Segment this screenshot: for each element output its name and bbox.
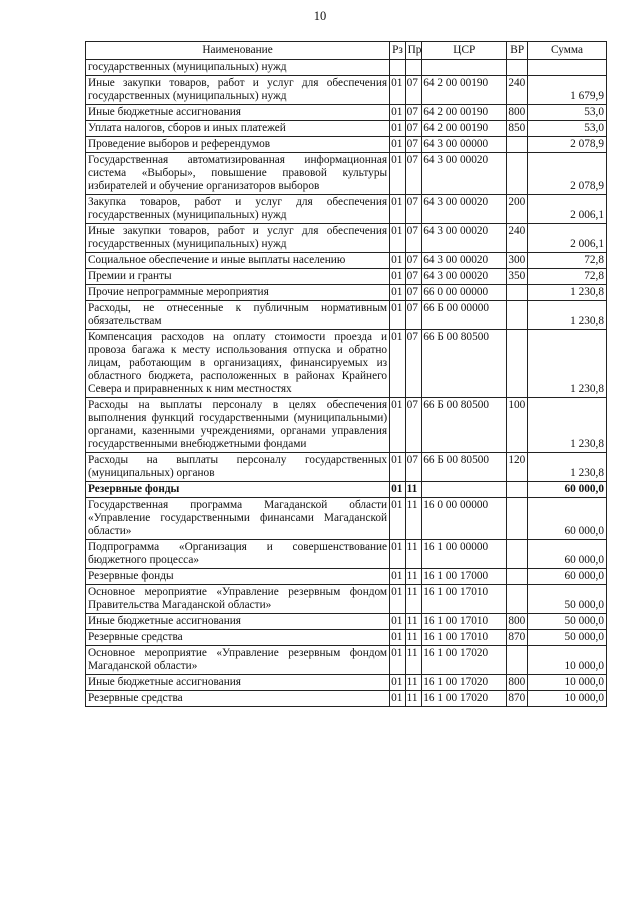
cell-csr: 66 Б 00 80500 [422,398,507,453]
cell-csr: 66 Б 00 00000 [422,301,507,330]
header-name: Наименование [86,42,390,60]
cell-rz: 01 [390,330,406,398]
cell-sum: 1 230,8 [528,330,607,398]
cell-rz: 01 [390,76,406,105]
cell-sum: 2 006,1 [528,195,607,224]
cell-vr [507,540,528,569]
cell-name: Премии и гранты [86,269,390,285]
cell-rz [390,60,406,76]
table-row [86,614,607,630]
cell-pr: 07 [405,269,422,285]
cell-vr [507,285,528,301]
cell-name: Иные бюджетные ассигнования [86,675,390,691]
cell-csr: 16 1 00 17010 [422,614,507,630]
cell-sum: 1 679,9 [528,76,607,105]
cell-rz: 01 [390,691,406,707]
table-row [86,330,607,398]
cell-rz: 01 [390,153,406,195]
cell-name: Резервные средства [86,630,390,646]
cell-sum: 50 000,0 [528,585,607,614]
cell-sum: 60 000,0 [528,498,607,540]
table-row [86,482,607,498]
table-row [86,285,607,301]
cell-vr: 850 [507,121,528,137]
cell-csr: 64 3 00 00000 [422,137,507,153]
cell-rz: 01 [390,453,406,482]
cell-csr: 64 2 00 00190 [422,121,507,137]
table-row [86,540,607,569]
cell-rz: 01 [390,482,406,498]
cell-name: Прочие непрограммные мероприятия [86,285,390,301]
cell-pr: 07 [405,453,422,482]
cell-name: государственных (муниципальных) нужд [86,60,390,76]
cell-csr: 64 3 00 00020 [422,224,507,253]
cell-sum: 60 000,0 [528,482,607,498]
cell-csr: 16 1 00 17020 [422,691,507,707]
cell-csr [422,482,507,498]
cell-name: Резервные средства [86,691,390,707]
table-row [86,630,607,646]
table-row [86,153,607,195]
cell-pr: 07 [405,195,422,224]
cell-pr: 07 [405,121,422,137]
cell-pr: 11 [405,482,422,498]
cell-pr: 11 [405,498,422,540]
page-number: 10 [313,9,327,23]
cell-name: Подпрограмма «Организация и совершенствование бюджетного процесса» [86,540,390,569]
cell-name: Государственная автоматизированная информационная система «Выборы», повышение правовой культуры избирателей и обучение организаторов выборов [86,153,390,195]
cell-vr [507,301,528,330]
cell-vr: 200 [507,195,528,224]
cell-pr: 07 [405,301,422,330]
table-row [86,301,607,330]
table-row [86,585,607,614]
table-row [86,137,607,153]
cell-name: Резервные фонды [86,482,390,498]
cell-vr: 870 [507,630,528,646]
cell-sum [528,60,607,76]
cell-pr: 11 [405,675,422,691]
cell-pr: 11 [405,614,422,630]
cell-rz: 01 [390,569,406,585]
cell-sum: 1 230,8 [528,285,607,301]
header-rz: Рз [390,42,406,60]
budget-table [85,41,607,707]
cell-name: Уплата налогов, сборов и иных платежей [86,121,390,137]
table-row [86,76,607,105]
cell-csr: 16 1 00 17020 [422,646,507,675]
cell-vr [507,585,528,614]
cell-sum: 72,8 [528,269,607,285]
cell-name: Иные бюджетные ассигнования [86,614,390,630]
cell-rz: 01 [390,301,406,330]
cell-pr: 07 [405,224,422,253]
cell-name: Резервные фонды [86,569,390,585]
header-vr: ВР [507,42,528,60]
cell-rz: 01 [390,137,406,153]
cell-sum: 53,0 [528,121,607,137]
cell-pr: 07 [405,253,422,269]
header-csr: ЦСР [422,42,507,60]
cell-sum: 72,8 [528,253,607,269]
cell-rz: 01 [390,646,406,675]
cell-csr [422,60,507,76]
cell-name: Основное мероприятие «Управление резервным фондом Магаданской области» [86,646,390,675]
cell-rz: 01 [390,585,406,614]
cell-vr: 800 [507,105,528,121]
cell-sum: 10 000,0 [528,675,607,691]
cell-rz: 01 [390,498,406,540]
cell-vr: 800 [507,675,528,691]
cell-pr: 07 [405,398,422,453]
cell-csr: 16 1 00 17000 [422,569,507,585]
cell-rz: 01 [390,105,406,121]
header-pr: Пр [405,42,422,60]
cell-sum: 10 000,0 [528,646,607,675]
cell-csr: 64 3 00 00020 [422,195,507,224]
cell-vr: 300 [507,253,528,269]
cell-sum: 2 078,9 [528,153,607,195]
cell-vr: 870 [507,691,528,707]
cell-sum: 50 000,0 [528,614,607,630]
cell-rz: 01 [390,121,406,137]
cell-vr: 100 [507,398,528,453]
cell-vr [507,498,528,540]
cell-csr: 64 2 00 00190 [422,76,507,105]
cell-sum: 50 000,0 [528,630,607,646]
cell-name: Проведение выборов и референдумов [86,137,390,153]
table-row [86,105,607,121]
cell-name: Социальное обеспечение и иные выплаты населению [86,253,390,269]
cell-rz: 01 [390,224,406,253]
table-row [86,269,607,285]
cell-rz: 01 [390,614,406,630]
cell-vr [507,330,528,398]
cell-name: Расходы, не отнесенные к публичным нормативным обязательствам [86,301,390,330]
cell-pr: 07 [405,137,422,153]
cell-pr: 11 [405,630,422,646]
table-row [86,569,607,585]
cell-csr: 66 Б 00 80500 [422,330,507,398]
table-row [86,646,607,675]
cell-pr: 11 [405,691,422,707]
cell-rz: 01 [390,253,406,269]
table-row [86,398,607,453]
cell-sum: 2 006,1 [528,224,607,253]
cell-csr: 16 1 00 00000 [422,540,507,569]
table-row [86,60,607,76]
cell-sum: 60 000,0 [528,540,607,569]
table-row [86,224,607,253]
cell-name: Основное мероприятие «Управление резервным фондом Правительства Магаданской области» [86,585,390,614]
cell-vr: 240 [507,76,528,105]
cell-sum: 1 230,8 [528,453,607,482]
cell-rz: 01 [390,195,406,224]
cell-csr: 66 Б 00 80500 [422,453,507,482]
cell-csr: 64 3 00 00020 [422,253,507,269]
cell-pr: 07 [405,76,422,105]
cell-csr: 64 2 00 00190 [422,105,507,121]
cell-vr: 240 [507,224,528,253]
header-sum: Сумма [528,42,607,60]
cell-sum: 60 000,0 [528,569,607,585]
cell-csr: 16 0 00 00000 [422,498,507,540]
cell-name: Расходы на выплаты персоналу государственных (муниципальных) органов [86,453,390,482]
cell-name: Расходы на выплаты персоналу в целях обеспечения выполнения функций государственными (муниципальными) органами, казенными учреждениями, органами управления государственными внебюджетными фондами [86,398,390,453]
cell-name: Государственная программа Магаданской области «Управление государственными финансами Магаданской области» [86,498,390,540]
cell-vr [507,482,528,498]
cell-pr: 07 [405,105,422,121]
cell-rz: 01 [390,630,406,646]
table-body [86,60,607,707]
cell-rz: 01 [390,540,406,569]
cell-name: Иные закупки товаров, работ и услуг для обеспечения государственных (муниципальных) нужд [86,76,390,105]
table-row [86,195,607,224]
cell-rz: 01 [390,398,406,453]
cell-rz: 01 [390,285,406,301]
cell-vr [507,153,528,195]
cell-csr: 16 1 00 17020 [422,675,507,691]
cell-sum: 2 078,9 [528,137,607,153]
cell-vr [507,137,528,153]
cell-sum: 1 230,8 [528,301,607,330]
cell-vr [507,646,528,675]
cell-csr: 16 1 00 17010 [422,630,507,646]
cell-csr: 64 3 00 00020 [422,269,507,285]
cell-pr: 07 [405,285,422,301]
table-row [86,691,607,707]
cell-vr: 350 [507,269,528,285]
cell-rz: 01 [390,675,406,691]
cell-vr: 800 [507,614,528,630]
cell-name: Иные закупки товаров, работ и услуг для обеспечения государственных (муниципальных) нужд [86,224,390,253]
cell-vr [507,60,528,76]
cell-pr: 11 [405,585,422,614]
cell-csr: 16 1 00 17010 [422,585,507,614]
cell-vr [507,569,528,585]
cell-pr: 07 [405,153,422,195]
cell-pr [405,60,422,76]
table-row [86,253,607,269]
cell-csr: 64 3 00 00020 [422,153,507,195]
cell-sum: 53,0 [528,105,607,121]
cell-pr: 11 [405,540,422,569]
cell-name: Иные бюджетные ассигнования [86,105,390,121]
cell-name: Закупка товаров, работ и услуг для обеспечения государственных (муниципальных) нужд [86,195,390,224]
table-header-row [86,42,607,60]
cell-rz: 01 [390,269,406,285]
table-row [86,498,607,540]
cell-pr: 11 [405,569,422,585]
table-row [86,121,607,137]
table-row [86,675,607,691]
cell-pr: 11 [405,646,422,675]
table-row [86,453,607,482]
cell-name: Компенсация расходов на оплату стоимости проезда и провоза багажа к месту использования отпуска и обратно лицам, работающим в организациях, финансируемых из областного бюджета, расположенных в районах Крайнего Севера и приравненных к ним местностях [86,330,390,398]
cell-sum: 10 000,0 [528,691,607,707]
cell-vr: 120 [507,453,528,482]
cell-sum: 1 230,8 [528,398,607,453]
cell-pr: 07 [405,330,422,398]
cell-csr: 66 0 00 00000 [422,285,507,301]
